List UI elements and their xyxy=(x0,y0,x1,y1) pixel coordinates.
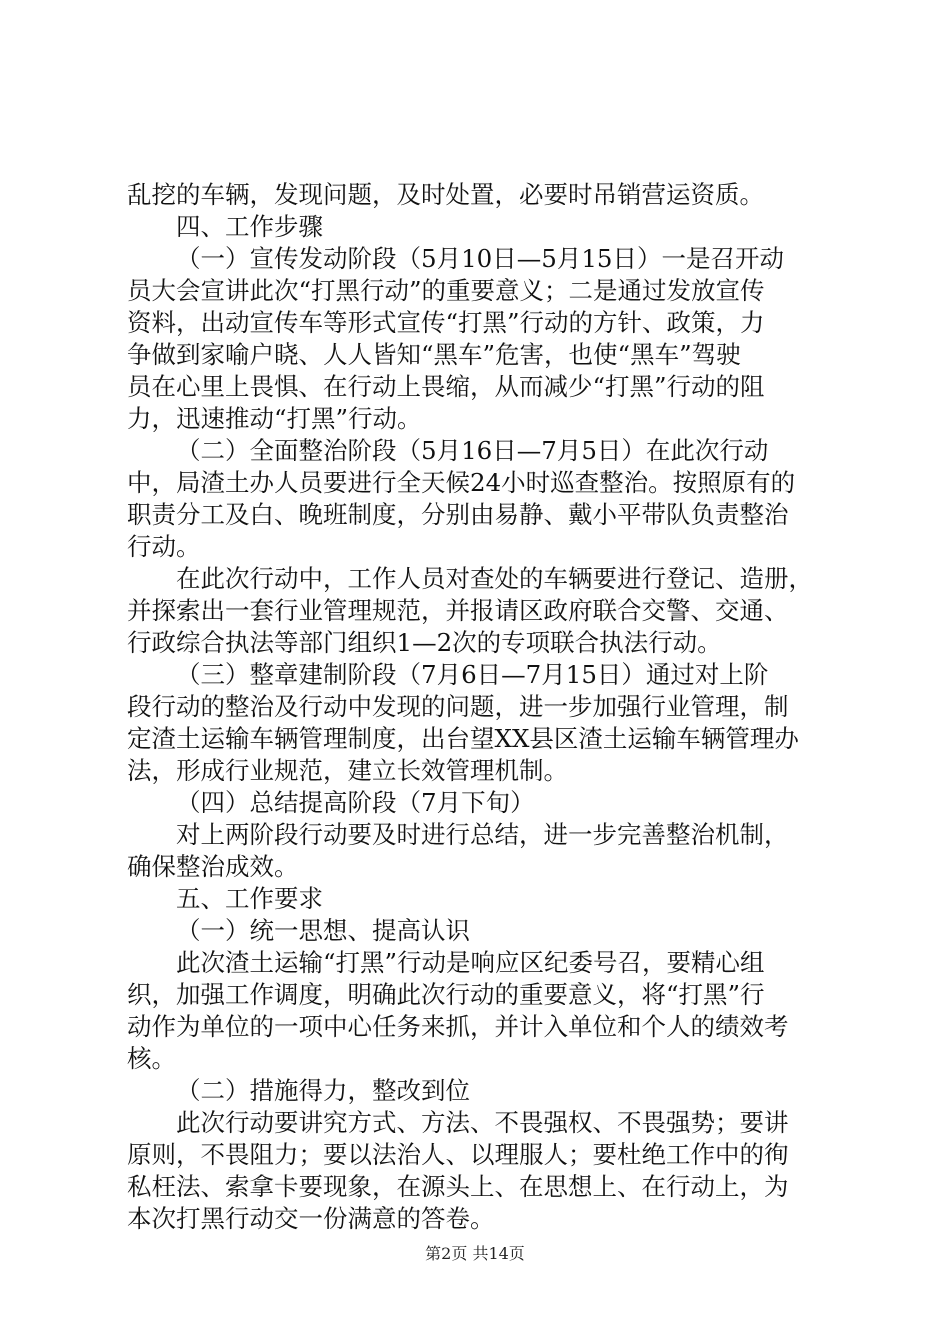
text-line: 原则，不畏阻力；要以法治人、以理服人；要杜绝工作中的徇 xyxy=(127,1140,789,1169)
text-line: 核。 xyxy=(127,1044,176,1073)
text-line: 员在心里上畏惧、在行动上畏缩，从而减少“打黑”行动的阻 xyxy=(127,372,765,401)
text-line: 员大会宣讲此次“打黑行动”的重要意义；二是通过发放宣传 xyxy=(127,276,765,305)
text-line: 私枉法、索拿卡要现象，在源头上、在思想上、在行动上，为 xyxy=(127,1172,789,1201)
text-line: 行政综合执法等部门组织1—2次的专项联合执法行动。 xyxy=(127,628,722,657)
text-line: 争做到家喻户晓、人人皆知“黑车”危害，也使“黑车”驾驶 xyxy=(127,340,741,369)
text-line: 织，加强工作调度，明确此次行动的重要意义，将“打黑”行 xyxy=(127,980,765,1009)
text-line: 在此次行动中，工作人员对查处的车辆要进行登记、造册， xyxy=(176,564,813,593)
text-line: 确保整治成效。 xyxy=(127,852,299,881)
text-line: 力，迅速推动“打黑”行动。 xyxy=(127,404,422,433)
text-line: 定渣土运输车辆管理制度，出台望XX县区渣土运输车辆管理办 xyxy=(127,724,799,753)
text-line: 中，局渣土办人员要进行全天候24小时巡查整治。按照原有的 xyxy=(127,468,796,497)
text-line: 职责分工及白、晚班制度，分别由易静、戴小平带队负责整治 xyxy=(127,500,789,529)
page-footer: 第2页 共14页 xyxy=(425,1244,525,1263)
subsection-heading: （四）总结提高阶段（7月下旬） xyxy=(176,788,535,817)
text-line: 法，形成行业规范，建立长效管理机制。 xyxy=(127,756,568,785)
text-line: 本次打黑行动交一份满意的答卷。 xyxy=(127,1204,495,1233)
subsection-heading: （二）措施得力，整改到位 xyxy=(176,1076,470,1105)
subsection-heading: （二）全面整治阶段（5月16日—7月5日）在此次行动 xyxy=(176,436,769,465)
text-line: 并探索出一套行业管理规范，并报请区政府联合交警、交通、 xyxy=(127,596,789,625)
section-heading: 四、工作步骤 xyxy=(176,212,323,241)
text-line: 此次渣土运输“打黑”行动是响应区纪委号召，要精心组 xyxy=(176,948,765,977)
subsection-heading: （三）整章建制阶段（7月6日—7月15日）通过对上阶 xyxy=(176,660,769,689)
section-heading: 五、工作要求 xyxy=(176,884,323,913)
text-line: 动作为单位的一项中心任务来抓，并计入单位和个人的绩效考 xyxy=(127,1012,789,1041)
text-line: 对上两阶段行动要及时进行总结，进一步完善整治机制， xyxy=(176,820,789,849)
text-line: 段行动的整治及行动中发现的问题，进一步加强行业管理，制 xyxy=(127,692,789,721)
text-line: 行动。 xyxy=(127,532,201,561)
subsection-heading: （一）统一思想、提高认识 xyxy=(176,916,470,945)
subsection-heading: （一）宣传发动阶段（5月10日—5月15日）一是召开动 xyxy=(176,244,785,273)
text-line: 资料，出动宣传车等形式宣传“打黑”行动的方针、政策，力 xyxy=(127,308,765,337)
text-line: 此次行动要讲究方式、方法、不畏强权、不畏强势；要讲 xyxy=(176,1108,789,1137)
text-line: 乱挖的车辆，发现问题，及时处置，必要时吊销营运资质。 xyxy=(127,180,764,209)
